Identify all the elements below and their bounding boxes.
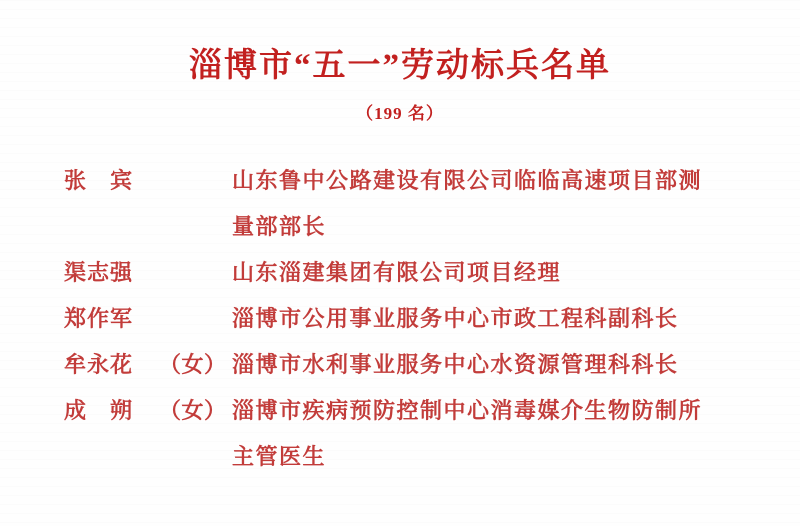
- honoree-name-column: [64, 342, 232, 388]
- honoree-name: 郑作军: [64, 305, 134, 331]
- honoree-description: 山东鲁中公路建设有限公司临临高速项目部测量部部长: [232, 167, 703, 239]
- list-item: [64, 158, 764, 250]
- honoree-description: 淄博市水利事业服务中心水资源管理科科长: [232, 351, 679, 377]
- list-item: [64, 388, 764, 480]
- honoree-name-column: [64, 250, 232, 296]
- list-item: [64, 250, 764, 296]
- document-title: 淄博市“五一”劳动标兵名单: [189, 48, 611, 84]
- honoree-list: [0, 158, 800, 480]
- list-item: [64, 296, 764, 342]
- honoree-gender: （女）: [159, 397, 227, 423]
- honoree-gender: （女）: [159, 351, 227, 377]
- honoree-description: 淄博市疾病预防控制中心消毒媒介生物防制所主管医生: [232, 397, 703, 469]
- honoree-name-column: [64, 388, 232, 434]
- honoree-description: 山东淄建集团有限公司项目经理: [232, 259, 562, 285]
- honoree-name: 张 宾: [64, 167, 134, 193]
- honoree-name-column: [64, 296, 232, 342]
- honoree-name: 渠志强: [64, 259, 134, 285]
- list-item: [64, 342, 764, 388]
- honoree-description: 淄博市公用事业服务中心市政工程科副科长: [232, 305, 679, 331]
- honoree-name-column: [64, 158, 232, 204]
- document-subtitle: （199 名）: [356, 103, 444, 123]
- honoree-name: 牟永花: [64, 351, 134, 377]
- honoree-name: 成 朔: [64, 397, 134, 423]
